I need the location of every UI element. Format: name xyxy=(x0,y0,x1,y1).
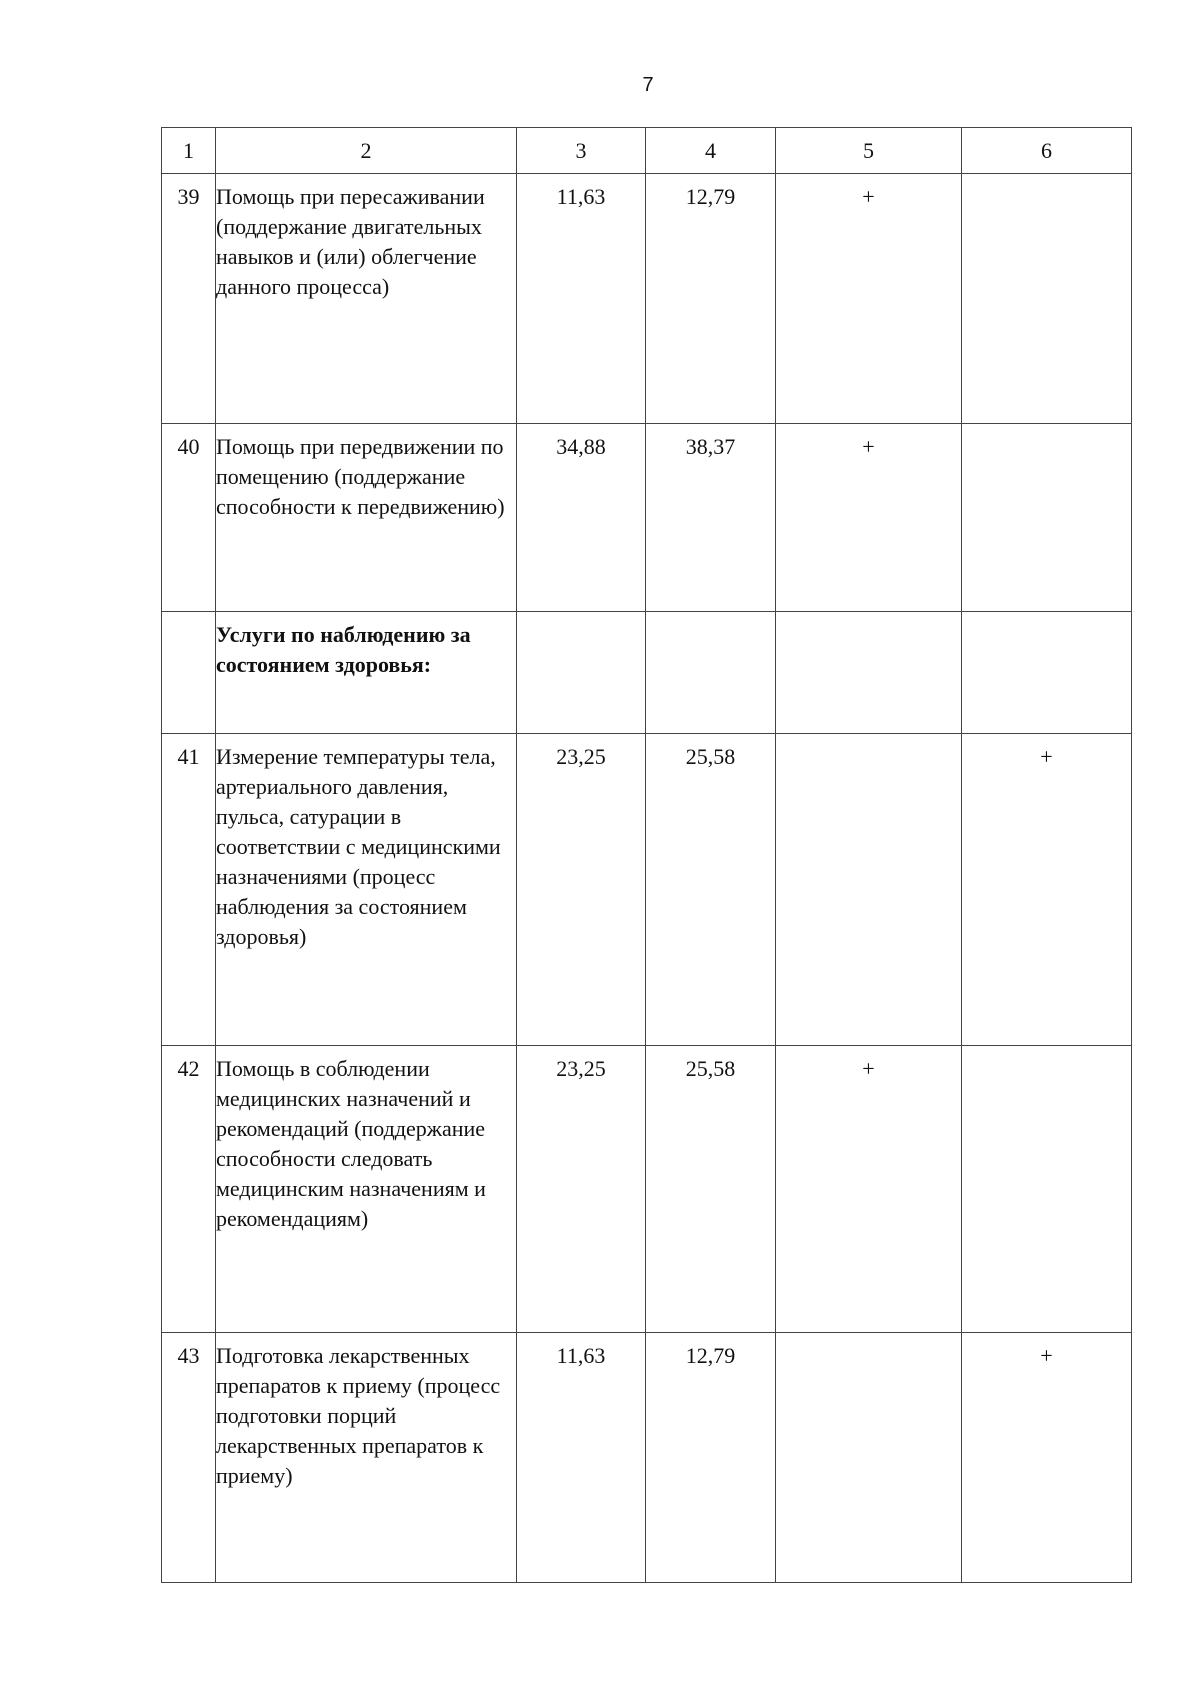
table-row xyxy=(162,1333,1132,1583)
header-cell: 4 xyxy=(646,128,776,174)
value-col4 xyxy=(646,612,776,734)
section-heading-row xyxy=(162,612,1132,734)
mark-col6 xyxy=(962,612,1132,734)
mark-col6: + xyxy=(962,734,1132,1046)
value-col3: 23,25 xyxy=(517,734,646,1046)
mark-col6 xyxy=(962,1046,1132,1333)
mark-col5: + xyxy=(776,174,962,424)
row-number: 42 xyxy=(162,1046,216,1333)
table-header-row xyxy=(162,128,1132,174)
header-cell: 2 xyxy=(216,128,517,174)
row-number: 39 xyxy=(162,174,216,424)
service-name: Помощь в соблюдении медицинских назначений и рекомендаций (поддержание способности следовать медицинским назначениям и рекомендациям) xyxy=(216,1046,517,1333)
value-col3: 11,63 xyxy=(517,1333,646,1583)
header-cell: 5 xyxy=(776,128,962,174)
mark-col5: + xyxy=(776,424,962,612)
section-heading: Услуги по наблюдению за состоянием здоровья: xyxy=(216,612,517,734)
mark-col5: + xyxy=(776,1046,962,1333)
value-col3: 34,88 xyxy=(517,424,646,612)
table-row xyxy=(162,734,1132,1046)
service-name: Подготовка лекарственных препаратов к приему (процесс подготовки порций лекарственных препаратов к приему) xyxy=(216,1333,517,1583)
header-cell: 3 xyxy=(517,128,646,174)
value-col4: 12,79 xyxy=(646,174,776,424)
page-number: 7 xyxy=(642,74,654,96)
value-col4: 25,58 xyxy=(646,734,776,1046)
table-row xyxy=(162,424,1132,612)
value-col4: 12,79 xyxy=(646,1333,776,1583)
service-name: Измерение температуры тела, артериального давления, пульса, сатурации в соответствии с медицинскими назначениями (процесс наблюдения за состоянием здоровья) xyxy=(216,734,517,1046)
row-number: 43 xyxy=(162,1333,216,1583)
services-table xyxy=(161,127,1132,1583)
value-col4: 25,58 xyxy=(646,1046,776,1333)
header-cell: 6 xyxy=(962,128,1132,174)
row-number xyxy=(162,612,216,734)
service-name: Помощь при пересаживании (поддержание двигательных навыков и (или) облегчение данного процесса) xyxy=(216,174,517,424)
value-col3: 23,25 xyxy=(517,1046,646,1333)
row-number: 41 xyxy=(162,734,216,1046)
value-col4: 38,37 xyxy=(646,424,776,612)
table-row xyxy=(162,1046,1132,1333)
value-col3 xyxy=(517,612,646,734)
header-cell: 1 xyxy=(162,128,216,174)
service-name: Помощь при передвижении по помещению (поддержание способности к передвижению) xyxy=(216,424,517,612)
mark-col6 xyxy=(962,424,1132,612)
mark-col6: + xyxy=(962,1333,1132,1583)
mark-col5 xyxy=(776,612,962,734)
mark-col5 xyxy=(776,1333,962,1583)
value-col3: 11,63 xyxy=(517,174,646,424)
table-row xyxy=(162,174,1132,424)
mark-col6 xyxy=(962,174,1132,424)
row-number: 40 xyxy=(162,424,216,612)
mark-col5 xyxy=(776,734,962,1046)
